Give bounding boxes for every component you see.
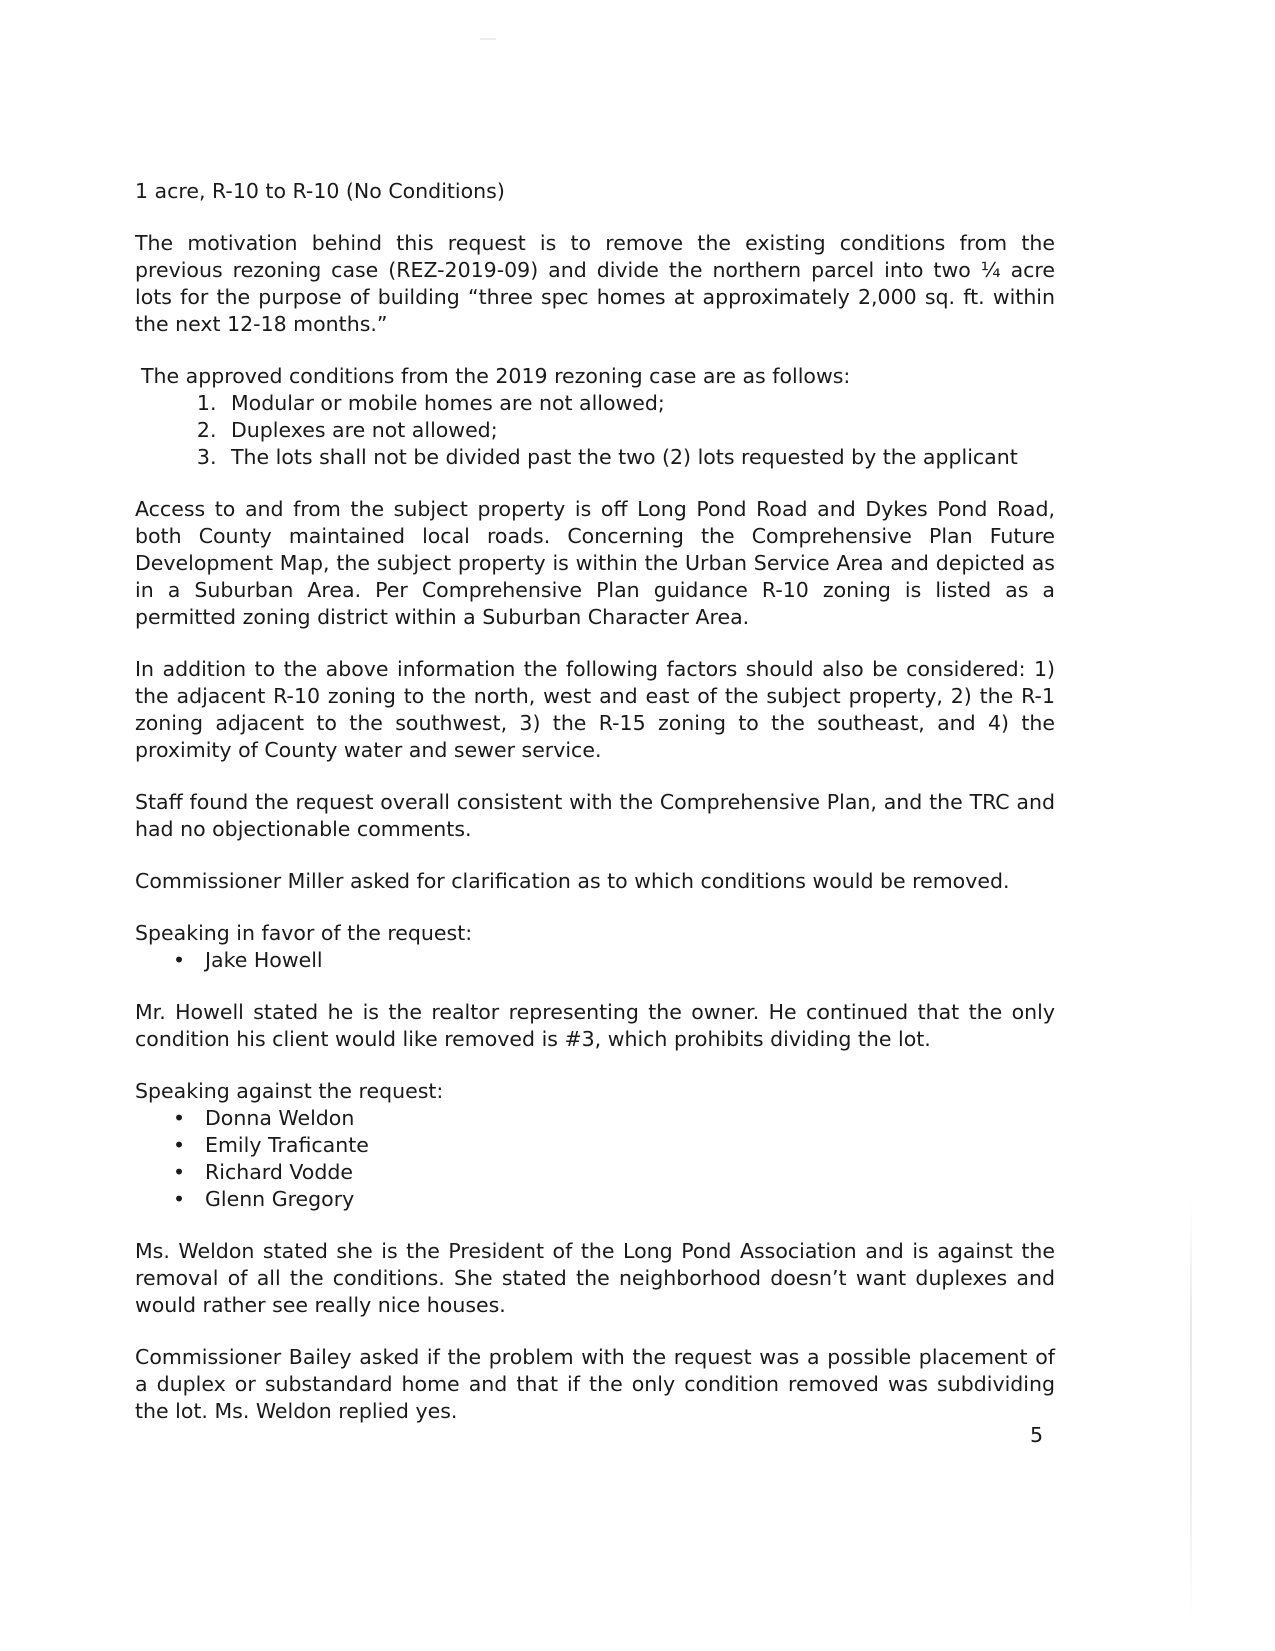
paragraph-miller: Commissioner Miller asked for clarification as to which conditions would be removed. — [135, 869, 1010, 893]
condition-item: 2. Duplexes are not allowed; — [223, 417, 1055, 444]
paragraph-against-intro: Speaking against the request: — [135, 1079, 444, 1103]
paragraph-staff: Staff found the request overall consistent with the Comprehensive Plan, and the TRC and had no objectionable comments. — [135, 790, 1055, 841]
heading-line: 1 acre, R-10 to R-10 (No Conditions) — [135, 179, 505, 203]
paragraph-weldon: Ms. Weldon stated she is the President of the Long Pond Association and is against the removal of all the conditions. She stated the neighborhood doesn’t want duplexes and would rather see really nice houses. — [135, 1239, 1055, 1317]
speaker-item: • Jake Howell — [205, 947, 1055, 974]
scan-edge-artifact — [1190, 1200, 1192, 1620]
paragraph-favor-intro: Speaking in favor of the request: — [135, 921, 473, 945]
paragraph-conditions-intro: The approved conditions from the 2019 rezoning case are as follows: — [141, 364, 851, 388]
page-number: 5 — [1030, 1423, 1044, 1447]
speaker-item: • Emily Traficante — [205, 1132, 1055, 1159]
paragraph-howell: Mr. Howell stated he is the realtor representing the owner. He continued that the only condition his client would like removed is #3, which prohibits dividing the lot. — [135, 1000, 1055, 1051]
paragraph-motivation: The motivation behind this request is to remove the existing conditions from the previous rezoning case (REZ-2019-09) and divide the northern parcel into two ¼ acre lots for the purpose of building “three spec homes at approximately 2,000 sq. ft. within the next 12-18 months.” — [135, 231, 1055, 336]
speakers-against-list — [135, 1105, 1055, 1213]
condition-item: 1. Modular or mobile homes are not allowed; — [223, 390, 1055, 417]
paragraph-factors: In addition to the above information the following factors should also be considered: 1) the adjacent R-10 zoning to the north, west and east of the subject property, 2) the R-1 zoning adjacent to the southwest, 3) the R-15 zoning to the southeast, and 4) the proximity of County water and sewer service. — [135, 657, 1055, 762]
condition-item: 3. The lots shall not be divided past the two (2) lots requested by the applicant — [223, 444, 1055, 471]
speaker-item: • Donna Weldon — [205, 1105, 1055, 1132]
speakers-favor-list — [135, 947, 1055, 974]
scan-artifact — [480, 38, 496, 40]
speaker-item: • Richard Vodde — [205, 1159, 1055, 1186]
paragraph-access: Access to and from the subject property is off Long Pond Road and Dykes Pond Road, both County maintained local roads. Concerning the Comprehensive Plan Future Development Map, the subject property is within the Urban Service Area and depicted as in a Suburban Area. Per Comprehensive Plan guidance R-10 zoning is listed as a permitted zoning district within a Suburban Character Area. — [135, 497, 1055, 629]
paragraph-bailey: Commissioner Bailey asked if the problem with the request was a possible placement of a duplex or substandard home and that if the only condition removed was subdividing the lot. Ms. Weldon replied yes. — [135, 1345, 1055, 1423]
conditions-list — [135, 390, 1055, 471]
speaker-item: • Glenn Gregory — [205, 1186, 1055, 1213]
document-body — [135, 178, 1055, 1450]
